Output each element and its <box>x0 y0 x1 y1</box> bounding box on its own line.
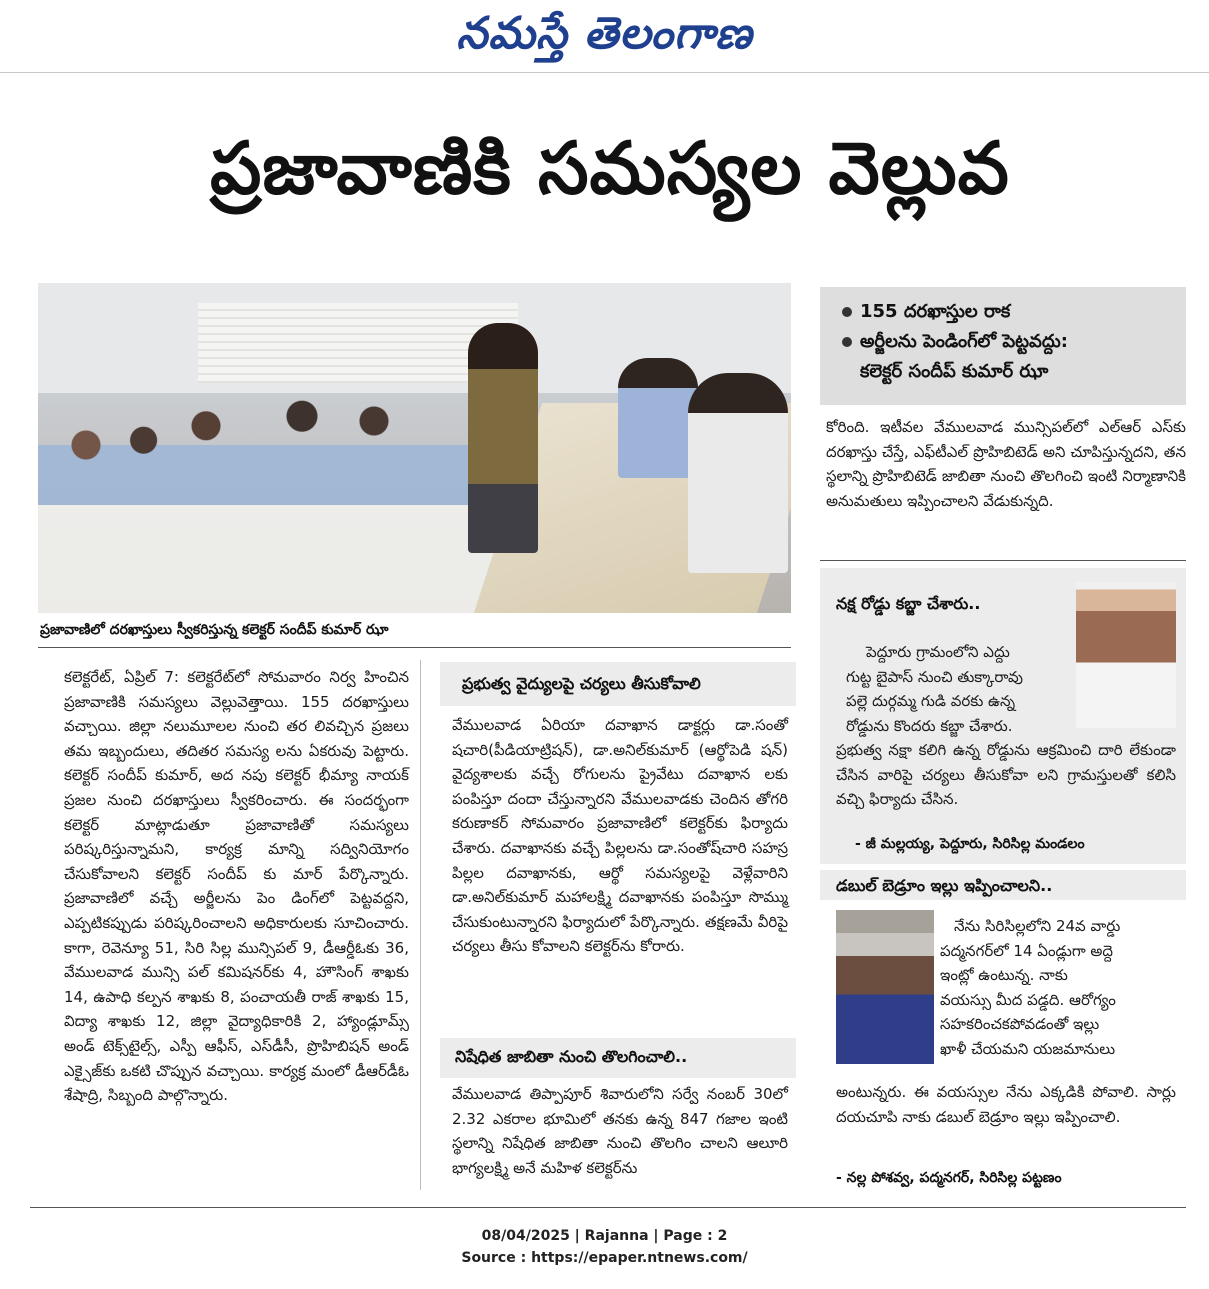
masthead-divider <box>0 72 1209 73</box>
story5-body-lines: నేను సిరిసిల్లలోని 24వ వార్డు పద్మనగర్‌లో 14 ఏండ్లుగా అద్దె ఇంట్లో ఉంటున్న. నాకు వయస్సు మీద పడ్డది. ఆరోగ్యం సహకరించకపోవడంతో ఇల్లు ఖాళీ చేయమని యజమానులు <box>940 917 1121 1058</box>
column-rule <box>420 660 421 1190</box>
story5-attribution: - నల్ల పోశవ్వ, పద్మనగర్, సిరిసిల్ల పట్టణం <box>836 1170 1062 1186</box>
caption-underline <box>38 647 791 648</box>
highlight-item: అర్జీలను పెండింగ్‌లో పెట్టవద్దు: <box>842 327 1182 357</box>
story2-heading: ప్రభుత్వ వైద్యులపై చర్యలు తీసుకోవాలి <box>462 674 701 693</box>
story5-body-rest: అంటున్నరు. ఈ వయస్సుల నేను ఎక్కడికి పోవాలి. సార్లు దయచూపి నాకు డబుల్ బెడ్రూం ఇల్లు ఇప్పించాలి. <box>836 1083 1176 1126</box>
footer-date-edition: 08/04/2025 | Rajanna | Page : 2 <box>481 1228 728 1244</box>
main-story-body: కలెక్టరేట్, ఏప్రిల్ 7: కలెక్టరేట్‌లో సోమవారం నిర్వ హించిన ప్రజావాణికి సమస్యలు వెల్లువెత్తాయి. 155 దరఖాస్తులు వచ్చాయి. జిల్లా నలుమూలల నుంచి తర లివచ్చిన ప్రజలు తమ ఇబ్బందులు, తదితర సమస్య లను ఏకరువు పెట్టారు. కలెక్టర్ సందీప్ కుమార్, అద నపు కలెక్టర్ భీమ్యా నాయక్ ప్రజల నుంచి దరఖాస్తులు స్వీకరించారు. ఈ సందర్భంగా కలెక్టర్ మాట్లాడుతూ ప్రజావాణితో సమస్యలు పరిష్కరిస్తున్నామని, కార్యక్ర మాన్ని సద్వినియోగం చేసుకోవాలని కలెక్టర్ సందీప్ కు మార్ పేర్కొన్నారు. ప్రజావాణిలో వచ్చే అర్జీలను పెం డింగ్‌లో పెట్టవద్దని, ఎప్పటికప్పుడు పరిష్కరించాలని అధికారులకు సూచించారు. కాగా, రెవెన్యూ 51, సిరి సిల్ల మున్సిపల్ 9, డీఆర్డీఓకు 36, వేములవాడ మున్సి పల్ కమిషనర్‌కు 4, హౌసింగ్ శాఖకు 14, ఉపాధి కల్పన శాఖకు 8, పంచాయతీ రాజ్ శాఖకు 15, విద్యా శాఖకు 12, జిల్లా వైద్యాధికారికి 2, హ్యాండ్లూమ్స్ అండ్ టెక్స్‌టైల్స్, ఎస్పీ ఆఫీస్, ఎస్‌డీసీ, ప్రొహిబిషన్ అండ్ ఎక్సైజ్‌కు ఒకటి చొప్పున వచ్చాయి. కార్యక్ర మంలో డీఆర్‌డీఓ శేషాద్రి, సిబ్బంది పాల్గొన్నారు. <box>64 668 409 1105</box>
highlight-item: కలెక్టర్ సందీప్ కుమార్ ఝా <box>860 361 1049 382</box>
newspaper-masthead: నమస్తే తెలంగాణ <box>456 8 753 59</box>
complainant-portrait-photo <box>1076 582 1176 728</box>
source-link[interactable]: Source : https://epaper.ntnews.com/ <box>461 1250 748 1266</box>
story4-heading: నక్ష రోడ్డు కబ్జా చేశారు.. <box>836 594 981 613</box>
story4-body-rest: ప్రభుత్వ నక్షా కలిగి ఉన్న రోడ్డును ఆక్రమించి దారి లేకుండా చేసిన వారిపై చర్యలు తీసుకోవా లని గ్రామస్తులతో కలిసి వచ్చి ఫిర్యాదు చేసిన. <box>836 741 1176 809</box>
story3-continuation: కోరింది. ఇటీవల వేములవాడ మున్సిపల్‌లో ఎల్ఆర్ ఎస్‌కు దరఖాస్తు చేస్తే, ఎఫ్‌టీఎల్ ప్రొహిబిటెడ్ అని చూపిస్తున్నదని, తన స్థలాన్ని ప్రొహిబిటెడ్ జాబితా నుంచి తొలగించి ఇంటి నిర్మాణానికి అనుమతులు ఇప్పించాలని వేడుకున్నది. <box>826 418 1186 510</box>
highlight-item: 155 దరఖాస్తుల రాక <box>842 297 1182 327</box>
main-news-photo <box>38 283 791 613</box>
story2-body: వేములవాడ ఏరియా దవాఖాన డాక్టర్లు డా.సంతో షచారి(పీడియాట్రిషన్), డా.అనిల్‌కుమార్ (ఆర్థోపెడి షన్) వైద్యశాలకు వచ్చే రోగులను ప్రైవేటు దవాఖాన లకు పంపిస్తూ దందా చేస్తున్నారని వేములవాడకు చెందిన తోగరి కరుణాకర్ సోమవారం ప్రజావాణిలో కలెక్టర్‌కు ఫిర్యాదు చేశారు. దవాఖానకు వచ్చే పిల్లలను డా.సంతోష్‌చారి సహస్ర పిల్లల దవాఖానకు, ఆర్థో సమస్యలపై వెళ్లేవారిని డా.అనిల్‌కుమార్ మహాలక్ష్మి దవాఖానకు పంపిస్తూ సొమ్ము చేసుకుంటున్నారని ఫిర్యాదులో పేర్కొన్నారు. తక్షణమే వీరిపై చర్యలు తీసు కోవాలని కలెక్టర్‌ను కోరారు. <box>452 716 788 956</box>
photo-caption: ప్రజావాణిలో దరఖాస్తులు స్వీకరిస్తున్న కలెక్టర్ సందీప్ కుమార్ ఝా <box>40 622 389 638</box>
story4-attribution: - జీ మల్లయ్య, పెద్దూరు, సిరిసిల్ల మండలం <box>855 836 1085 852</box>
page-headline: ప్రజావాణికి సమస్యల వెల్లువ <box>210 126 1010 210</box>
footer-source[interactable] <box>0 1250 1209 1266</box>
column-divider <box>820 560 1186 561</box>
story3-body: వేములవాడ తిప్పాపూర్ శివారులోని సర్వే నంబర్ 30లో 2.32 ఎకరాల భూమిలో తనకు ఉన్న 847 గజాల ఇంటి స్థలాన్ని నిషేధిత జాబితా నుంచి తొలగిం చాలని ఆలూరి భాగ్యలక్ష్మి అనే మహిళ కలెక్టర్‌ను <box>452 1085 788 1177</box>
page-bottom-rule <box>30 1207 1186 1208</box>
story3-heading: నిషేధిత జాబితా నుంచి తొలగించాలి.. <box>455 1047 688 1066</box>
complainant-portrait-photo <box>836 910 934 1064</box>
story5-heading: డబుల్ బెడ్రూం ఇల్లు ఇప్పించాలని.. <box>836 876 1053 895</box>
story4-body-lines: పెద్దూరు గ్రామంలోని ఎద్దు గుట్ట బైపాస్ నుంచి తుక్కారావు పల్లె దుర్గమ్మ గుడి వరకు ఉన్న రోడ్డును కొందరు కబ్జా చేశారు. <box>846 643 1023 735</box>
highlights-box <box>820 287 1186 405</box>
